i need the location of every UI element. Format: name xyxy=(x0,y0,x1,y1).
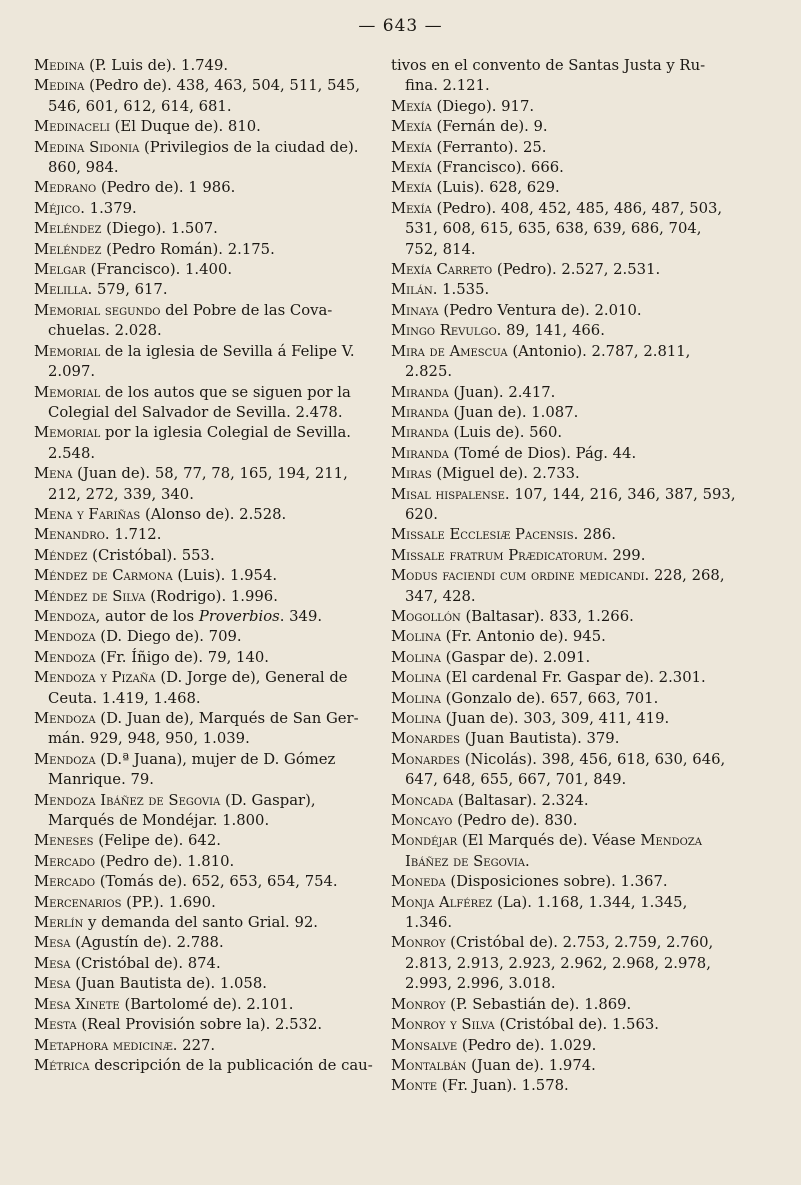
index-entry xyxy=(34,178,380,198)
index-entry xyxy=(34,893,380,913)
index-entry xyxy=(391,627,737,647)
entry-heading: Miranda xyxy=(391,424,449,442)
index-entry xyxy=(34,117,380,137)
index-entry xyxy=(34,791,380,832)
index-entry xyxy=(34,872,380,892)
entry-heading: Menandro xyxy=(34,526,105,544)
entry-text: . xyxy=(524,852,530,870)
index-entry xyxy=(34,505,380,525)
entry-heading: Meléndez xyxy=(34,220,102,238)
index-entry xyxy=(34,668,380,709)
index-entry xyxy=(34,750,380,791)
entry-text: (Real Provisión sobre la). 2.532. xyxy=(76,1016,323,1034)
entry-heading: Monja Alférez xyxy=(391,893,493,911)
index-entry xyxy=(34,852,380,872)
entry-text: (El cardenal Fr. Gaspar de). 2.301. xyxy=(440,669,706,687)
page-number: — 643 — xyxy=(358,16,443,36)
index-entry xyxy=(391,872,737,892)
entry-heading: Moncayo xyxy=(391,812,453,830)
index-entry xyxy=(391,423,737,443)
entry-text: Proverbios xyxy=(198,607,280,625)
entry-text: (La). 1.168, 1.344, 1.345, 1.346. xyxy=(405,893,688,932)
entry-text: (Alonso de). 2.528. xyxy=(140,505,287,523)
entry-text: . 228, 268, 347, 428. xyxy=(405,567,725,605)
index-entry xyxy=(34,240,380,260)
entry-text: (P. Sebastián de). 1.869. xyxy=(445,995,632,1013)
entry-text: (Pedro). 408, 452, 485, 486, 487, 503, 531, 608, 615, 635, 638, 639, 686, 704, 752, 814. xyxy=(405,199,723,258)
index-entry xyxy=(391,342,737,383)
entry-text: (Pedro de). 1.810. xyxy=(95,852,235,870)
entry-heading: Memorial xyxy=(34,342,101,360)
index-entry xyxy=(34,56,380,76)
entry-heading: Medina xyxy=(34,57,85,74)
index-entry xyxy=(34,76,380,117)
index-entry xyxy=(34,627,380,647)
entry-heading: Mingo Revulgo xyxy=(391,322,497,340)
index-entry xyxy=(391,607,737,627)
entry-text: . 1.379. xyxy=(80,199,137,217)
entry-text: . 89, 141, 466. xyxy=(496,322,605,340)
entry-heading: Mexía xyxy=(391,138,432,156)
entry-heading: Missale fratrum Prædicatorum xyxy=(391,546,604,564)
index-entry xyxy=(391,158,737,178)
index-entry xyxy=(34,546,380,566)
index-entry xyxy=(391,709,737,729)
index-entry xyxy=(34,260,380,280)
entry-text: (El Marqués de). Véase xyxy=(457,832,641,850)
entry-heading: Mexía xyxy=(391,179,432,197)
index-entry xyxy=(34,138,380,179)
entry-heading: Mendoza xyxy=(34,607,96,625)
index-entry xyxy=(34,1015,380,1035)
entry-text: . 227. xyxy=(172,1036,216,1054)
entry-text: (Juan de). 58, 77, 78, 165, 194, 211, 212, 272, 339, 340. xyxy=(48,465,348,503)
entry-text: (Tomé de Dios). Pág. 44. xyxy=(448,444,637,462)
entry-heading: Moncada xyxy=(391,791,454,809)
entry-text: del Pobre de las Cova-chuelas. 2.028. xyxy=(48,301,333,340)
entry-heading: Melilla xyxy=(34,281,88,299)
entry-heading: Monsalve xyxy=(391,1036,458,1054)
entry-heading: Monroy y Silva xyxy=(391,1016,495,1034)
entry-text: de la iglesia de Sevilla á Felipe V. 2.097. xyxy=(48,342,355,381)
entry-text: (D.ª Juana), mujer de D. Gómez Manrique. 79. xyxy=(48,750,336,789)
index-entry xyxy=(391,1036,737,1056)
index-entry xyxy=(391,791,737,811)
entry-text: (D. Diego de). 709. xyxy=(95,628,242,646)
index-entry xyxy=(34,566,380,586)
entry-text: (Cristóbal de). 874. xyxy=(70,954,221,972)
index-entry xyxy=(34,219,380,239)
entry-text: (Privilegios de la ciudad de). 860, 984. xyxy=(48,138,359,177)
entry-text: . 286. xyxy=(573,526,616,544)
entry-heading: Mondéjar xyxy=(391,832,458,850)
entry-heading: Molina xyxy=(391,648,441,666)
entry-heading: Méndez de Carmona xyxy=(34,567,173,585)
entry-text: tivos en el convento de Santas Justa y Ru-fina. 2.121. xyxy=(391,57,706,95)
index-entry xyxy=(391,546,737,566)
index-entry xyxy=(34,974,380,994)
entry-text: (PP.). 1.690. xyxy=(121,893,216,911)
entry-heading: Mexía xyxy=(391,97,432,115)
index-entry xyxy=(391,995,737,1015)
index-entry xyxy=(391,444,737,464)
entry-text: (Baltasar). 833, 1.266. xyxy=(460,607,634,625)
entry-text: (Juan Bautista). 379. xyxy=(460,730,620,748)
index-entry xyxy=(34,587,380,607)
left-column xyxy=(34,56,380,1076)
entry-text: (Disposiciones sobre). 1.367. xyxy=(445,873,668,891)
index-entry xyxy=(391,1076,737,1096)
index-entry xyxy=(34,342,380,383)
entry-text: (Miguel de). 2.733. xyxy=(431,465,580,483)
entry-text: (Pedro Ventura de). 2.010. xyxy=(438,301,642,319)
index-entry xyxy=(391,383,737,403)
entry-heading: Modus faciendi cum ordine medicandi xyxy=(391,567,645,585)
entry-text: (Cristóbal de). 2.753, 2.759, 2.760, 2.813, 2.913, 2.923, 2.962, 2.968, 2.978, 2.993, 2.996, 3.018. xyxy=(405,934,714,993)
entry-heading: Monardes xyxy=(391,730,461,748)
entry-heading: Misal hispalense xyxy=(391,485,505,503)
entry-heading: Mexía Carreto xyxy=(391,261,493,279)
index-entry xyxy=(391,280,737,300)
index-entry xyxy=(34,709,380,750)
entry-heading: Mercado xyxy=(34,852,96,870)
entry-heading: Mercenarios xyxy=(34,893,122,911)
entry-heading: Mendoza xyxy=(34,750,96,768)
entry-heading: Memorial xyxy=(34,383,101,401)
index-entry xyxy=(34,954,380,974)
index-entry xyxy=(34,301,380,342)
index-entry xyxy=(391,648,737,668)
index-entry xyxy=(34,1056,380,1076)
entry-heading: Mena xyxy=(34,465,73,483)
entry-heading: Monroy xyxy=(391,934,446,952)
entry-heading: Memorial segundo xyxy=(34,301,161,319)
entry-heading: Molina xyxy=(391,669,441,687)
entry-text: . 579, 617. xyxy=(87,281,168,299)
entry-text: (Juan de). 1.974. xyxy=(466,1056,596,1074)
entry-text: . 1.535. xyxy=(432,281,490,299)
entry-heading: Mexía xyxy=(391,159,432,177)
entry-text: (Pedro de). 830. xyxy=(452,812,578,830)
entry-heading: Mercado xyxy=(34,873,96,891)
entry-heading: Méndez xyxy=(34,546,88,564)
entry-heading: Miras xyxy=(391,465,432,483)
entry-heading: Mesa xyxy=(34,954,71,972)
index-entry xyxy=(391,668,737,688)
index-entry xyxy=(34,831,380,851)
index-entry xyxy=(391,464,737,484)
entry-text: descripción de la publicación de cau- xyxy=(89,1056,373,1074)
index-entry xyxy=(391,1015,737,1035)
entry-text: (Tomás de). 652, 653, 654, 754. xyxy=(95,873,338,891)
index-entry xyxy=(391,97,737,117)
entry-heading: Miranda xyxy=(391,403,449,421)
entry-text: (Ferranto). 25. xyxy=(431,138,547,156)
entry-heading: Mendoza Ibáñez de Segovia xyxy=(34,791,221,809)
entry-heading: Mesa xyxy=(34,934,71,952)
entry-text: (Fernán de). 9. xyxy=(431,118,548,136)
entry-text: . 107, 144, 216, 346, 387, 593, 620. xyxy=(405,485,736,523)
index-entry xyxy=(34,280,380,300)
index-entry xyxy=(34,423,380,464)
index-entry xyxy=(391,260,737,280)
entry-heading: Mendoza y Pizaña xyxy=(34,669,156,687)
index-entry xyxy=(391,893,737,934)
entry-text: (Agustín de). 2.788. xyxy=(70,934,224,952)
right-column xyxy=(391,56,737,1097)
entry-heading: Meléndez xyxy=(34,240,102,258)
entry-heading: Medinaceli xyxy=(34,118,110,136)
entry-text: (Felipe de). 642. xyxy=(93,832,221,850)
entry-heading: Mendoza Ibáñez de Segovia xyxy=(405,832,702,870)
index-entry xyxy=(34,383,380,424)
entry-heading: Mesta xyxy=(34,1016,77,1034)
entry-text: . 299. xyxy=(603,546,646,564)
entry-text: (Rodrigo). 1.996. xyxy=(145,587,278,605)
entry-text: (Francisco). 1.400. xyxy=(85,261,233,279)
entry-text: y demanda del santo Grial. 92. xyxy=(83,914,318,932)
entry-text: (P. Luis de). 1.749. xyxy=(84,57,229,74)
index-entry xyxy=(34,464,380,505)
index-entry xyxy=(34,1036,380,1056)
entry-heading: Mendoza xyxy=(34,710,96,727)
index-entry xyxy=(391,117,737,137)
entry-text: (Luis). 1.954. xyxy=(172,567,278,585)
entry-heading: Méndez de Silva xyxy=(34,587,146,605)
entry-heading: Missale Ecclesiæ Pacensis xyxy=(391,526,574,544)
entry-heading: Melgar xyxy=(34,261,86,279)
entry-heading: Mexía xyxy=(391,118,432,136)
entry-text: (Diego). 917. xyxy=(431,97,535,115)
entry-heading: Molina xyxy=(391,628,441,646)
entry-text: (Pedro de). 438, 463, 504, 511, 545, 546, 601, 612, 614, 681. xyxy=(48,77,361,115)
entry-text: . 1.712. xyxy=(104,526,162,544)
entry-text: (Pedro). 2.527, 2.531. xyxy=(492,261,661,279)
entry-heading: Mendoza xyxy=(34,628,96,646)
entry-heading: Métrica xyxy=(34,1056,90,1074)
entry-text: (Gaspar de). 2.091. xyxy=(440,648,591,666)
entry-heading: Molina xyxy=(391,689,441,707)
entry-heading: Minaya xyxy=(391,301,439,319)
entry-heading: Moneda xyxy=(391,873,446,891)
index-entry xyxy=(34,913,380,933)
entry-text: (Pedro de). 1 986. xyxy=(96,179,236,197)
index-entry xyxy=(391,138,737,158)
entry-heading: Montalbán xyxy=(391,1056,467,1074)
entry-text: (Luis de). 560. xyxy=(448,424,563,442)
index-entry xyxy=(34,525,380,545)
entry-text: (Francisco). 666. xyxy=(431,159,564,177)
entry-text: (El Duque de). 810. xyxy=(109,118,261,136)
entry-heading: Méjico xyxy=(34,199,81,217)
index-entry xyxy=(391,321,737,341)
index-entry xyxy=(391,831,737,872)
entry-heading: Miranda xyxy=(391,444,449,462)
entry-text: (Cristóbal de). 1.563. xyxy=(494,1016,660,1034)
entry-heading: Monroy xyxy=(391,995,446,1013)
entry-text: por la iglesia Colegial de Sevilla. 2.548. xyxy=(48,424,351,462)
entry-text: (Juan de). 1.087. xyxy=(448,403,579,421)
entry-heading: Medina xyxy=(34,77,85,95)
entry-text: de los autos que se siguen por la Colegial del Salvador de Sevilla. 2.478. xyxy=(48,383,351,421)
index-entry xyxy=(391,301,737,321)
entry-text: (D. Jorge de), General de Ceuta. 1.419, 1.468. xyxy=(48,669,348,707)
index-entry xyxy=(34,933,380,953)
entry-heading: Mesa xyxy=(34,975,71,993)
index-entry xyxy=(391,811,737,831)
index-entry xyxy=(391,56,737,97)
entry-text: (Diego). 1.507. xyxy=(101,220,218,238)
entry-heading: Memorial xyxy=(34,424,101,442)
entry-heading: Molina xyxy=(391,710,441,727)
entry-heading: Medrano xyxy=(34,179,97,197)
entry-text: (D. Juan de), Marqués de San Ger-mán. 929, 948, 950, 1.039. xyxy=(48,710,359,748)
index-entry xyxy=(391,566,737,607)
entry-text: (Cristóbal). 553. xyxy=(87,546,215,564)
entry-heading: Monardes xyxy=(391,750,461,768)
entry-text: (Fr. Juan). 1.578. xyxy=(437,1077,569,1095)
entry-text: (Pedro de). 1.029. xyxy=(457,1036,597,1054)
entry-text: (Baltasar). 2.324. xyxy=(453,791,589,809)
entry-heading: Metaphora medicinæ xyxy=(34,1036,173,1054)
entry-heading: Milán xyxy=(391,281,433,299)
index-entry xyxy=(34,648,380,668)
entry-text: , autor de los xyxy=(95,607,199,625)
index-entry xyxy=(34,607,380,627)
index-entry xyxy=(34,199,380,219)
entry-heading: Meneses xyxy=(34,832,94,850)
index-entry xyxy=(391,199,737,260)
entry-heading: Merlín xyxy=(34,914,84,932)
entry-text: (Bartolomé de). 2.101. xyxy=(119,995,294,1013)
entry-text: (Juan de). 303, 309, 411, 419. xyxy=(440,710,670,727)
index-entry xyxy=(391,178,737,198)
entry-text: (Nicolás). 398, 456, 618, 630, 646, 647, 648, 655, 667, 701, 849. xyxy=(405,750,726,789)
index-entry xyxy=(391,729,737,749)
entry-text: (Pedro Román). 2.175. xyxy=(101,240,275,258)
entry-text: (Luis). 628, 629. xyxy=(431,179,560,197)
entry-heading: Mogollón xyxy=(391,607,461,625)
entry-heading: Mena y Fariñas xyxy=(34,505,141,523)
entry-text: (Fr. Antonio de). 945. xyxy=(440,628,606,646)
entry-heading: Mira de Amescua xyxy=(391,342,508,360)
entry-text: (Juan). 2.417. xyxy=(448,383,556,401)
entry-text: . 349. xyxy=(279,607,323,625)
entry-heading: Mesa Xinete xyxy=(34,995,120,1013)
entry-heading: Mexía xyxy=(391,199,432,217)
entry-heading: Mendoza xyxy=(34,648,96,666)
entry-text: (Antonio). 2.787, 2.811, 2.825. xyxy=(405,342,691,381)
index-entry xyxy=(391,750,737,791)
index-entry xyxy=(391,485,737,526)
index-entry xyxy=(34,995,380,1015)
index-entry xyxy=(391,525,737,545)
index-entry xyxy=(391,403,737,423)
entry-heading: Monte xyxy=(391,1077,438,1095)
index-entry xyxy=(391,1056,737,1076)
entry-heading: Miranda xyxy=(391,383,449,401)
entry-text: (Fr. Íñigo de). 79, 140. xyxy=(95,648,269,666)
entry-text: (D. Gaspar), Marqués de Mondéjar. 1.800. xyxy=(48,791,316,830)
index-entry xyxy=(391,933,737,994)
entry-text: (Juan Bautista de). 1.058. xyxy=(70,975,267,993)
entry-text: (Gonzalo de). 657, 663, 701. xyxy=(440,689,659,707)
entry-heading: Medina Sidonia xyxy=(34,138,140,156)
index-entry xyxy=(391,689,737,709)
